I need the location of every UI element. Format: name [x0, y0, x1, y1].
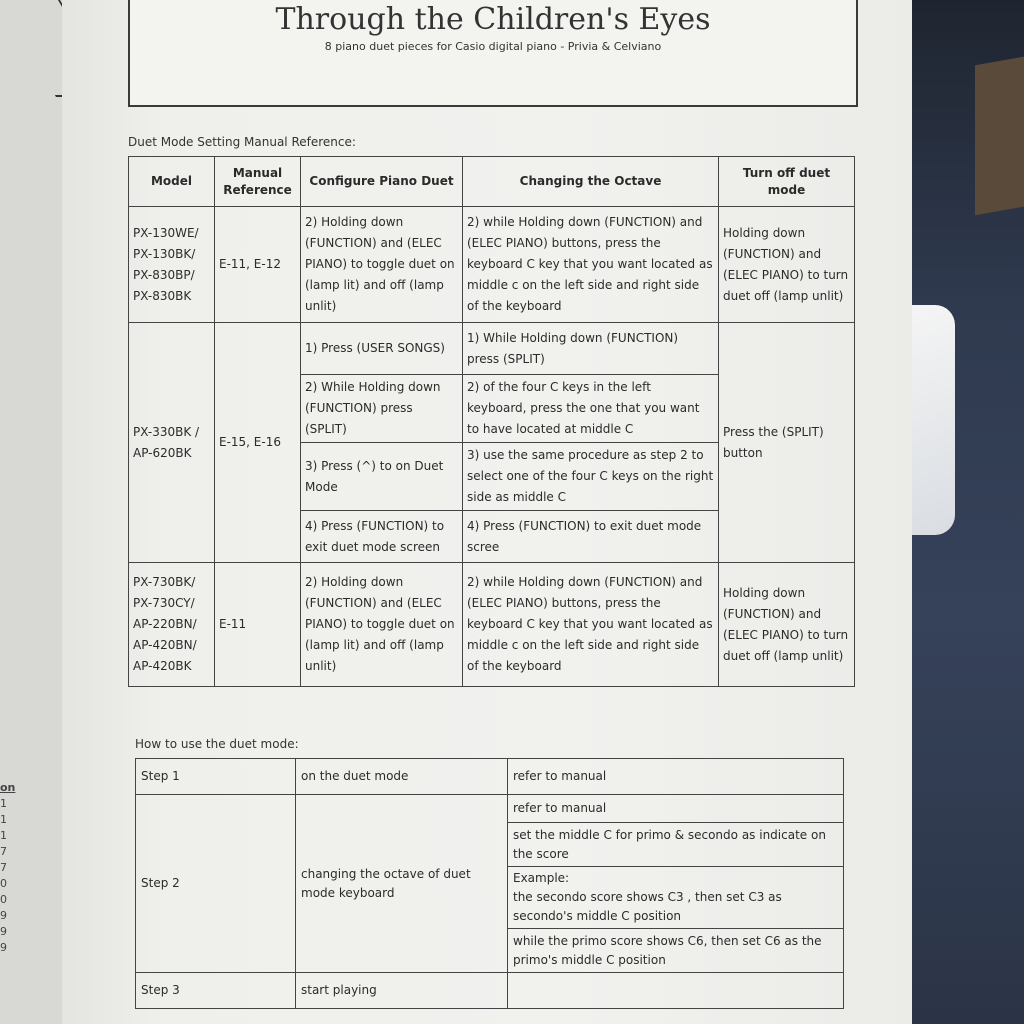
note-cell: while the primo score shows C6, then set C6 as the primo's middle C position [508, 929, 844, 973]
header-turn-off: Turn off duet mode [719, 157, 855, 207]
table-row [136, 759, 844, 795]
octave-cell: 2) while Holding down (FUNCTION) and (ELEC PIANO) buttons, press the keyboard C key that you want located as middle c on the left side and right side of the keyboard [463, 563, 719, 687]
margin-fragment: 0 [0, 893, 7, 906]
margin-fragments [0, 780, 20, 956]
table-row [136, 973, 844, 1009]
step-cell: Step 2 [136, 795, 296, 973]
margin-fragment: 1 [0, 813, 7, 826]
note-cell [508, 973, 844, 1009]
action-cell: changing the octave of duet mode keyboard [296, 795, 508, 973]
header-model: Model [129, 157, 215, 207]
note-cell: refer to manual [508, 795, 844, 823]
manual-cell: E-11, E-12 [215, 207, 301, 323]
table-row [129, 323, 855, 375]
turnoff-cell: Holding down (FUNCTION) and (ELEC PIANO) to turn duet off (lamp unlit) [719, 207, 855, 323]
turnoff-cell: Holding down (FUNCTION) and (ELEC PIANO) to turn duet off (lamp unlit) [719, 563, 855, 687]
configure-cell: 2) While Holding down (FUNCTION) press (SPLIT) [301, 375, 463, 443]
table-row [129, 207, 855, 323]
octave-cell: 2) while Holding down (FUNCTION) and (ELEC PIANO) buttons, press the keyboard C key that you want located as middle c on the left side and right side of the keyboard [463, 207, 719, 323]
margin-fragment: 9 [0, 941, 7, 954]
margin-fragment: 7 [0, 845, 7, 858]
margin-fragment: on [0, 781, 16, 794]
page-subtitle: 8 piano duet pieces for Casio digital piano - Privia & Celviano [324, 40, 662, 53]
action-cell: start playing [296, 973, 508, 1009]
configure-cell: 3) Press (^) to on Duet Mode [301, 443, 463, 511]
howto-table-caption: How to use the duet mode: [135, 737, 299, 751]
configure-cell: 2) Holding down (FUNCTION) and (ELEC PIANO) to toggle duet on (lamp lit) and off (lamp unlit) [301, 207, 463, 323]
step-cell: Step 1 [136, 759, 296, 795]
note-cell: Example: the secondo score shows C3 , then set C3 as secondo's middle C position [508, 867, 844, 929]
model-cell: PX-730BK/ PX-730CY/ AP-220BN/ AP-420BN/ AP-420BK [129, 563, 215, 687]
octave-cell: 1) While Holding down (FUNCTION) press (SPLIT) [463, 323, 719, 375]
howto-table [135, 758, 844, 1009]
step-cell: Step 3 [136, 973, 296, 1009]
model-cell: PX-130WE/ PX-130BK/ PX-830BP/ PX-830BK [129, 207, 215, 323]
page-title: Through the Children's Eyes [275, 2, 711, 37]
header-octave: Changing the Octave [463, 157, 719, 207]
manual-cell: E-11 [215, 563, 301, 687]
margin-fragment: 1 [0, 797, 7, 810]
margin-fragment: 7 [0, 861, 7, 874]
configure-cell: 2) Holding down (FUNCTION) and (ELEC PIANO) to toggle duet on (lamp lit) and off (lamp unlit) [301, 563, 463, 687]
turnoff-cell: Press the (SPLIT) button [719, 323, 855, 563]
header-configure: Configure Piano Duet [301, 157, 463, 207]
margin-fragment: 9 [0, 909, 7, 922]
title-box [128, 0, 858, 107]
table-row [129, 563, 855, 687]
model-cell: PX-330BK / AP-620BK [129, 323, 215, 563]
note-cell: refer to manual [508, 759, 844, 795]
margin-fragment: 0 [0, 877, 7, 890]
table-header-row [129, 157, 855, 207]
manual-cell: E-15, E-16 [215, 323, 301, 563]
configure-cell: 1) Press (USER SONGS) [301, 323, 463, 375]
document-page [62, 0, 912, 1024]
reference-table [128, 156, 855, 687]
octave-cell: 3) use the same procedure as step 2 to select one of the four C keys on the right side as middle C [463, 443, 719, 511]
reference-table-caption: Duet Mode Setting Manual Reference: [128, 135, 356, 149]
header-manual-reference: Manual Reference [215, 157, 301, 207]
margin-fragment: 9 [0, 925, 7, 938]
configure-cell: 4) Press (FUNCTION) to exit duet mode screen [301, 511, 463, 563]
octave-cell: 2) of the four C keys in the left keyboard, press the one that you want to have located at middle C [463, 375, 719, 443]
margin-fragment: 1 [0, 829, 7, 842]
note-cell: set the middle C for primo & secondo as indicate on the score [508, 823, 844, 867]
action-cell: on the duet mode [296, 759, 508, 795]
octave-cell: 4) Press (FUNCTION) to exit duet mode scree [463, 511, 719, 563]
table-row [136, 795, 844, 823]
background-box [975, 55, 1024, 216]
